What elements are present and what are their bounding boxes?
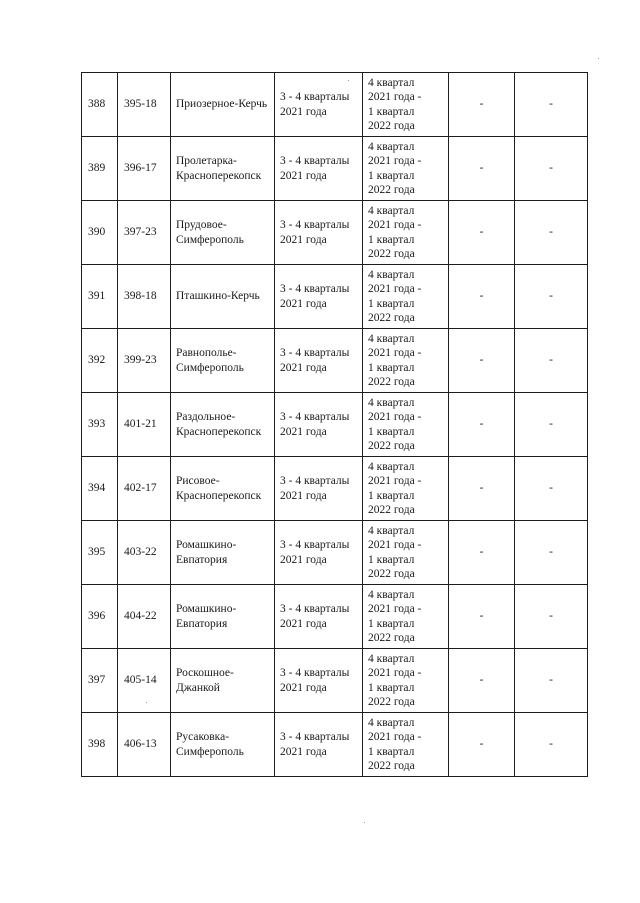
table-row <box>82 73 588 137</box>
empty-value-cell: - <box>515 393 588 457</box>
table-row <box>82 137 588 201</box>
empty-value-cell: - <box>449 201 515 265</box>
deadline-cell: 4 квартал 2021 года - 1 квартал 2022 года <box>363 265 449 329</box>
route-code: 403-22 <box>118 521 171 585</box>
period-cell: 3 - 4 кварталы 2021 года <box>275 521 363 585</box>
table-row <box>82 201 588 265</box>
row-number: 395 <box>82 521 118 585</box>
row-number: 388 <box>82 73 118 137</box>
route-name: Прудовое- Симферополь <box>171 201 275 265</box>
deadline-cell: 4 квартал 2021 года - 1 квартал 2022 года <box>363 73 449 137</box>
route-name: Ромашкино- Евпатория <box>171 521 275 585</box>
route-name: Пташкино-Керчь <box>171 265 275 329</box>
scan-speck <box>364 822 365 823</box>
table-row <box>82 521 588 585</box>
table-row <box>82 457 588 521</box>
deadline-cell: 4 квартал 2021 года - 1 квартал 2022 года <box>363 521 449 585</box>
period-cell: 3 - 4 кварталы 2021 года <box>275 73 363 137</box>
deadline-cell: 4 квартал 2021 года - 1 квартал 2022 года <box>363 393 449 457</box>
deadline-cell: 4 квартал 2021 года - 1 квартал 2022 года <box>363 201 449 265</box>
period-cell: 3 - 4 кварталы 2021 года <box>275 137 363 201</box>
empty-value-cell: - <box>449 73 515 137</box>
period-cell: 3 - 4 кварталы 2021 года <box>275 201 363 265</box>
empty-value-cell: - <box>515 649 588 713</box>
row-number: 390 <box>82 201 118 265</box>
route-name: Роскошное- Джанкой <box>171 649 275 713</box>
route-name: Русаковка- Симферополь <box>171 713 275 777</box>
empty-value-cell: - <box>515 713 588 777</box>
empty-value-cell: - <box>449 393 515 457</box>
scan-speck <box>598 58 599 59</box>
empty-value-cell: - <box>449 585 515 649</box>
route-code: 399-23 <box>118 329 171 393</box>
deadline-cell: 4 квартал 2021 года - 1 квартал 2022 года <box>363 585 449 649</box>
table-row <box>82 393 588 457</box>
route-code: 398-18 <box>118 265 171 329</box>
row-number: 398 <box>82 713 118 777</box>
row-number: 391 <box>82 265 118 329</box>
table-row <box>82 649 588 713</box>
deadline-cell: 4 квартал 2021 года - 1 квартал 2022 года <box>363 137 449 201</box>
empty-value-cell: - <box>515 585 588 649</box>
route-name: Раздольное- Красноперекопск <box>171 393 275 457</box>
period-cell: 3 - 4 кварталы 2021 года <box>275 393 363 457</box>
table-row <box>82 585 588 649</box>
empty-value-cell: - <box>515 521 588 585</box>
route-name: Рисовое- Красноперекопск <box>171 457 275 521</box>
scan-speck <box>348 80 349 81</box>
route-name: Ромашкино- Евпатория <box>171 585 275 649</box>
route-code: 395-18 <box>118 73 171 137</box>
empty-value-cell: - <box>449 137 515 201</box>
deadline-cell: 4 квартал 2021 года - 1 квартал 2022 года <box>363 713 449 777</box>
deadline-cell: 4 квартал 2021 года - 1 квартал 2022 года <box>363 649 449 713</box>
period-cell: 3 - 4 кварталы 2021 года <box>275 649 363 713</box>
empty-value-cell: - <box>449 521 515 585</box>
route-name: Приозерное-Керчь <box>171 73 275 137</box>
route-name: Равнополье- Симферополь <box>171 329 275 393</box>
route-name: Пролетарка- Красноперекопск <box>171 137 275 201</box>
deadline-cell: 4 квартал 2021 года - 1 квартал 2022 года <box>363 329 449 393</box>
period-cell: 3 - 4 кварталы 2021 года <box>275 265 363 329</box>
period-cell: 3 - 4 кварталы 2021 года <box>275 585 363 649</box>
empty-value-cell: - <box>515 457 588 521</box>
deadline-cell: 4 квартал 2021 года - 1 квартал 2022 года <box>363 457 449 521</box>
table-row <box>82 265 588 329</box>
table-row <box>82 329 588 393</box>
table-row <box>82 713 588 777</box>
scan-speck <box>146 702 147 703</box>
empty-value-cell: - <box>515 329 588 393</box>
empty-value-cell: - <box>515 201 588 265</box>
row-number: 396 <box>82 585 118 649</box>
empty-value-cell: - <box>449 265 515 329</box>
route-code: 405-14 <box>118 649 171 713</box>
empty-value-cell: - <box>449 649 515 713</box>
period-cell: 3 - 4 кварталы 2021 года <box>275 457 363 521</box>
row-number: 394 <box>82 457 118 521</box>
empty-value-cell: - <box>449 329 515 393</box>
route-code: 406-13 <box>118 713 171 777</box>
table-body <box>82 73 588 777</box>
routes-table <box>81 72 588 777</box>
row-number: 393 <box>82 393 118 457</box>
empty-value-cell: - <box>449 713 515 777</box>
period-cell: 3 - 4 кварталы 2021 года <box>275 329 363 393</box>
empty-value-cell: - <box>515 73 588 137</box>
empty-value-cell: - <box>515 265 588 329</box>
row-number: 392 <box>82 329 118 393</box>
period-cell: 3 - 4 кварталы 2021 года <box>275 713 363 777</box>
route-code: 404-22 <box>118 585 171 649</box>
row-number: 389 <box>82 137 118 201</box>
route-code: 396-17 <box>118 137 171 201</box>
empty-value-cell: - <box>515 137 588 201</box>
route-code: 402-17 <box>118 457 171 521</box>
empty-value-cell: - <box>449 457 515 521</box>
row-number: 397 <box>82 649 118 713</box>
route-code: 401-21 <box>118 393 171 457</box>
route-code: 397-23 <box>118 201 171 265</box>
